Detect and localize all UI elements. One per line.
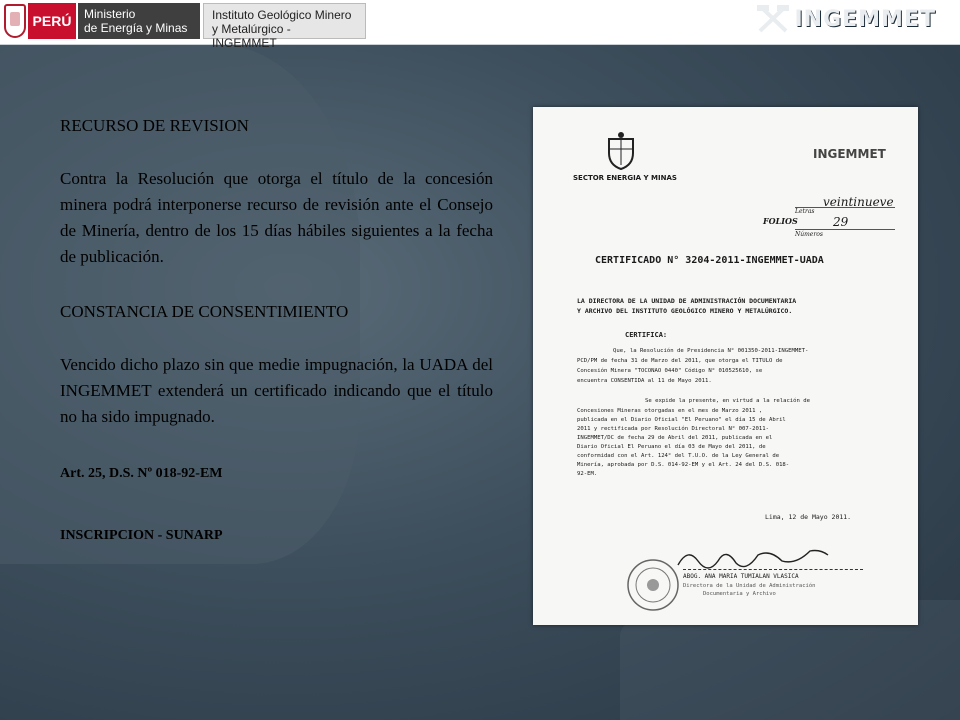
doc-body-line: Minería, aprobada por D.S. 014-92-EM y el Art. 24 del D.S. 018- xyxy=(577,462,790,468)
doc-signer: ABOG. ANA MARIA TUMIALAN VLASICA xyxy=(683,573,799,580)
doc-body-line: 2011 y rectificada por Resolución Directoral N° 007-2011- xyxy=(577,426,769,432)
doc-folios-letters: veintinueve xyxy=(823,195,894,209)
doc-logo: INGEMMET xyxy=(813,147,886,161)
doc-body-line: conformidad con el Art. 124° del T.U.O. de la Ley General de xyxy=(577,453,780,459)
doc-body-line: Concesiones Mineras otorgadas en el mes de Marzo 2011 , xyxy=(577,408,763,414)
institute-line: y Metalúrgico - INGEMMET xyxy=(212,22,291,50)
doc-body-line: Se expide la presente, en virtud a la relación de xyxy=(645,398,811,404)
peru-coat-of-arms-icon xyxy=(4,4,26,38)
institute-label xyxy=(203,3,366,50)
paragraph: Contra la Resolución que otorga el título de la concesión minera podrá interponerse recurso de revisión ante el Consejo de Minería, dentro de los 15 días hábiles siguientes a la fecha de publicación. xyxy=(60,169,493,266)
doc-intro-line: Y ARCHIVO DEL INSTITUTO GEOLÓGICO MINERO Y METALÚRGICO. xyxy=(577,307,793,315)
doc-body-line: INGEMMET/DC de fecha 29 de Abril del 2011, publicada en el xyxy=(577,435,773,441)
doc-certifica: CERTIFICA: xyxy=(625,331,668,339)
section-heading: CONSTANCIA DE CONSENTIMIENTO xyxy=(60,302,349,321)
doc-folios-label: FOLIOS xyxy=(763,216,798,226)
doc-body-line: Concesión Minera "TOCONAO 0440" Código N° 010525610, se xyxy=(577,368,763,374)
doc-rule xyxy=(795,207,895,208)
ministry-line: de Energía y Minas xyxy=(84,21,188,35)
legal-reference: Art. 25, D.S. Nº 018-92-EM xyxy=(60,466,223,481)
coat-of-arms-icon xyxy=(601,131,641,171)
ministry-label xyxy=(78,3,200,39)
doc-body-line: 92-EM. xyxy=(577,471,598,477)
doc-signature-line xyxy=(683,569,863,570)
institute-line: Instituto Geológico Minero xyxy=(212,8,352,22)
doc-intro-line: LA DIRECTORA DE LA UNIDAD DE ADMINISTRACIÓN DOCUMENTARIA xyxy=(577,297,797,305)
doc-signer-role: Directora de la Unidad de Administración xyxy=(683,583,816,589)
logo-text: INGEMMET xyxy=(794,6,936,32)
paragraph: Vencido dicho plazo sin que medie impugnación, la UADA del INGEMMET extenderá un certificado indicando que el título no ha sido impugnado. xyxy=(60,355,493,426)
doc-title: CERTIFICADO N° 3204-2011-INGEMMET-UADA xyxy=(595,255,824,266)
doc-body-line: Que, la Resolución de Presidencia N° 001350-2011-INGEMMET- xyxy=(613,348,809,354)
crossed-hammers-icon xyxy=(756,4,790,34)
doc-numeros-label: Números xyxy=(795,231,823,238)
ingemmet-logo xyxy=(756,4,936,34)
doc-signer-role: Documentaria y Archivo xyxy=(703,591,776,597)
doc-letras-label: Letras xyxy=(795,208,815,215)
doc-body-line: encuentra CONSENTIDA al 11 de Mayo 2011. xyxy=(577,378,712,384)
doc-date: Lima, 12 de Mayo 2011. xyxy=(765,513,852,521)
official-seal-icon xyxy=(625,557,681,613)
main-text-column xyxy=(60,116,493,544)
peru-label: PERÚ xyxy=(28,3,76,39)
doc-folios-number: 29 xyxy=(833,215,849,229)
ministry-line: Ministerio xyxy=(84,7,136,21)
doc-body-line: publicada en el Diario Oficial "El Peruano" el día 15 de Abril xyxy=(577,417,786,423)
certificate-document-image xyxy=(533,107,918,625)
signature-icon xyxy=(673,545,843,575)
doc-body-line: PCD/PM de fecha 31 de Marzo del 2011, que otorga el TITULO de xyxy=(577,358,783,364)
section-heading: INSCRIPCION - SUNARP xyxy=(60,528,223,543)
doc-body-line: Diario Oficial El Peruano el día 03 de Mayo del 2011, de xyxy=(577,444,766,450)
section-heading: RECURSO DE REVISION xyxy=(60,116,249,135)
doc-sector: SECTOR ENERGIA Y MINAS xyxy=(573,174,677,182)
doc-rule xyxy=(795,229,895,230)
